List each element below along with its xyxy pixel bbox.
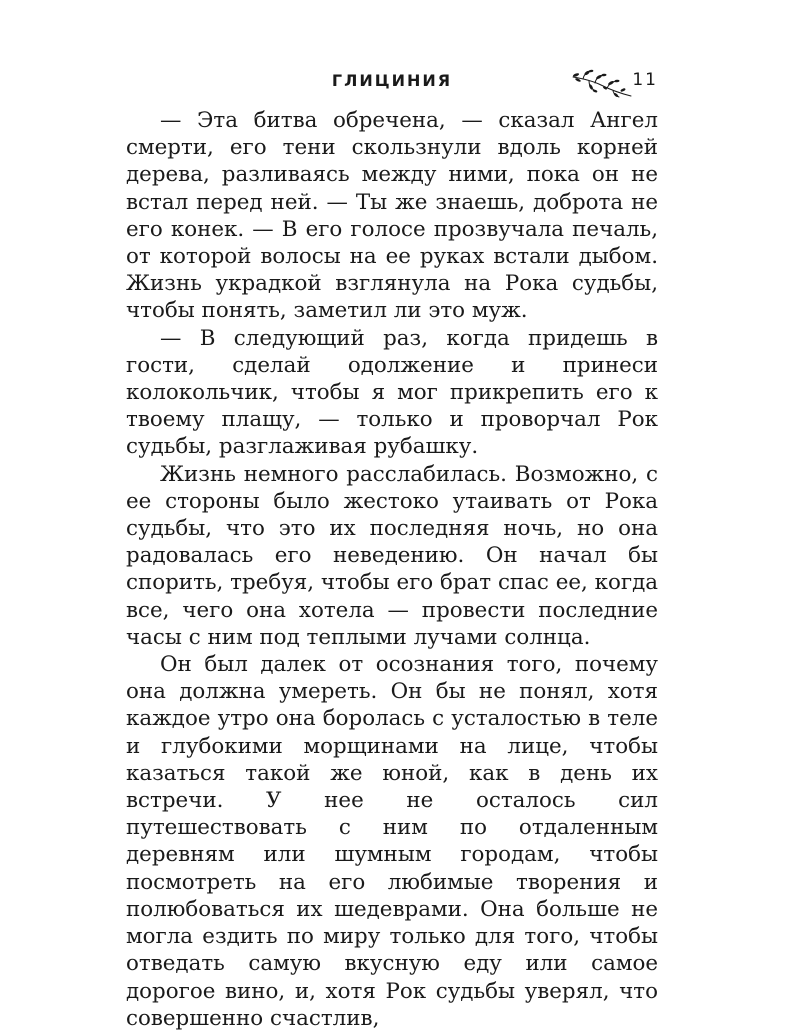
paragraph-3: Жизнь немного расслабилась. Возможно, с ее стороны было жестоко утаивать от Рока судьбы, что это их последняя ночь, но она радовалась его неведению. Он начал бы спорить, требуя, чтобы его брат спас ее, когда все, чего она хотела — провести последние часы с ним под теплыми лучами солнца. <box>126 461 659 650</box>
paragraph-4: Он был далек от осознания того, почему она должна умереть. Он бы не понял, хотя каждое утро она боролась с усталостью в теле и глубокими морщинами на лице, чтобы казаться такой же юной, как в день их встречи. У нее не осталось сил путешествовать с ним по отдаленным деревням или шумным городам, чтобы посмотреть на его любимые творения и полюбоваться их шедеврами. Она больше не могла ездить по миру только для того, чтобы отведать самую вкусную еду или самое дорогое вино, и, хотя Рок судьбы уверял, что совершенно счастлив, <box>126 652 658 1031</box>
page-header <box>126 68 658 98</box>
paragraph-2: — В следующий раз, когда придешь в гости, сделай одолжение и принеси колокольчик, чтобы я мог прикрепить его к твоему плащу, — только и проворчал Рок судьбы, разглаживая рубашку. <box>126 325 658 460</box>
page-number: 11 <box>632 70 658 90</box>
running-title: ГЛИЦИНИЯ <box>331 71 453 90</box>
wisteria-sprig-icon <box>569 68 635 98</box>
paragraph-1: — Эта битва обречена, — сказал Ангел смерти, его тени скользнули вдоль корней дерева, разливаясь между ними, пока он не встал перед ней. — Ты же знаешь, доброта не его конек. — В его голосе прозвучала печаль, от которой волосы на ее руках встали дыбом. Жизнь украдкой взглянула на Рока судьбы, чтобы понять, заметил ли это муж. <box>126 108 658 324</box>
page-body <box>126 107 658 1032</box>
